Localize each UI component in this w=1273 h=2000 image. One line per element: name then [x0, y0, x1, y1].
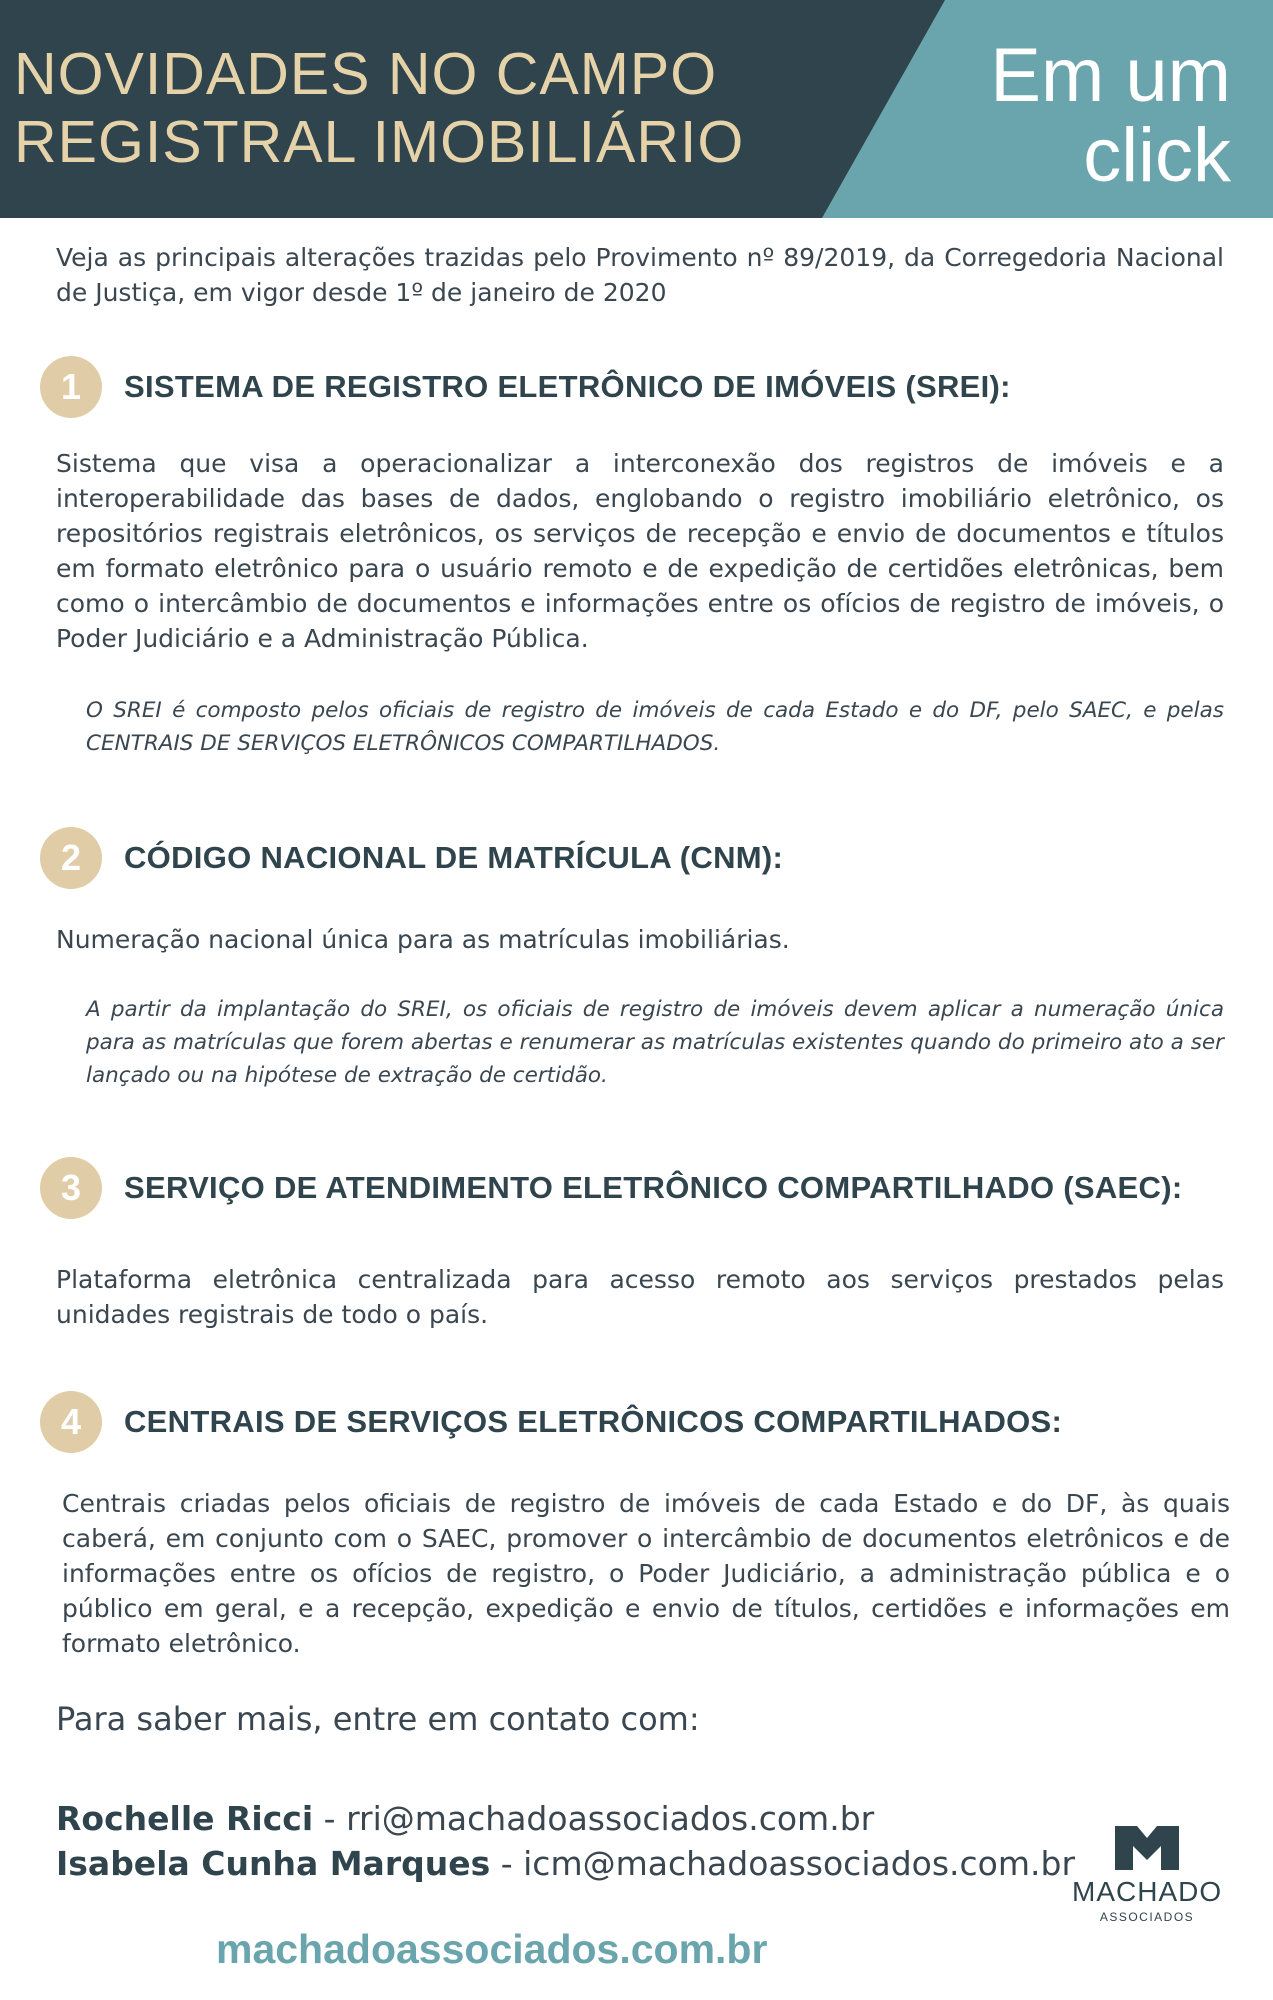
header-tagline-line-1: Em um [990, 33, 1231, 118]
logo-name-text: MACHADO [1072, 1876, 1223, 1907]
contact-email-link[interactable]: rri@machadoassociados.com.br [346, 1799, 875, 1838]
contact-item [56, 1796, 1075, 1841]
section-1-note: O SREI é composto pelos oficiais de registro de imóveis de cada Estado e do DF, pelo SAEC, e pelas CENTRAIS DE SERVIÇOS ELETRÔNICOS COMPARTILHADOS. [86, 698, 1224, 756]
section-1-body: Sistema que visa a operacionalizar a interconexão dos registros de imóveis e a interoperabilidade das bases de dados, englobando o registro imobiliário eletrônico, os repositórios registrais eletrônicos, os serviços de recepção e envio de documentos e títulos em formato eletrônico para o usuário remoto e de expedição de certidões eletrônicas, bem como o intercâmbio de documentos e informações entre os ofícios de registro de imóveis, o Poder Judiciário e a Administração Pública. [56, 449, 1224, 653]
logo-m-icon [1115, 1826, 1179, 1870]
contact-separator: - [490, 1844, 524, 1883]
section-title: CENTRAIS DE SERVIÇOS ELETRÔNICOS COMPARTILHADOS: [124, 1404, 1063, 1439]
section-title: CÓDIGO NACIONAL DE MATRÍCULA (CNM): [124, 840, 784, 875]
header-tagline [990, 33, 1231, 198]
header-tagline-line-2: click [1083, 113, 1231, 198]
page-title-line-1: NOVIDADES NO CAMPO [14, 41, 718, 107]
page-title-line-2: REGISTRAL IMOBILIÁRIO [14, 109, 745, 175]
machado-associados-logo [1072, 1826, 1222, 1924]
section-2-heading [40, 826, 1220, 890]
section-title: SISTEMA DE REGISTRO ELETRÔNICO DE IMÓVEIS (SREI): [124, 369, 1011, 404]
intro-text: Veja as principais alterações trazidas pelo Provimento nº 89/2019, da Corregedoria Nacional de Justiça, em vigor desde 1º de janeiro de 2020 [56, 243, 1224, 307]
section-title: SERVIÇO DE ATENDIMENTO ELETRÔNICO COMPARTILHADO (SAEC): [124, 1170, 1183, 1205]
section-3-heading [40, 1156, 1220, 1220]
contact-name: Isabela Cunha Marques [56, 1844, 491, 1883]
website-link[interactable]: machadoassociados.com.br [216, 1926, 768, 1972]
section-4-heading [40, 1390, 1220, 1454]
logo-sub-text: ASSOCIADOS [1099, 1910, 1195, 1924]
page-title [14, 40, 744, 176]
contact-separator: - [313, 1799, 347, 1838]
section-number-badge: 3 [40, 1157, 102, 1219]
contact-item [56, 1841, 1075, 1886]
section-number-badge: 1 [40, 356, 102, 418]
section-number-badge: 4 [40, 1391, 102, 1453]
header-banner [0, 0, 1273, 218]
section-number-badge: 2 [40, 827, 102, 889]
contact-email-link[interactable]: icm@machadoassociados.com.br [523, 1844, 1076, 1883]
section-2-note: A partir da implantação do SREI, os oficiais de registro de imóveis devem aplicar a numeração única para as matrículas que forem abertas e renumerar as matrículas existentes quando do primeiro ato a ser lançado ou na hipótese de extração de certidão. [86, 997, 1224, 1088]
section-3-body: Plataforma eletrônica centralizada para acesso remoto aos serviços prestados pelas unidades registrais de todo o país. [56, 1265, 1224, 1329]
contact-name: Rochelle Ricci [56, 1799, 314, 1838]
contact-list [56, 1796, 1075, 1886]
section-4-body: Centrais criadas pelos oficiais de registro de imóveis de cada Estado e do DF, às quais caberá, em conjunto com o SAEC, promover o intercâmbio de documentos eletrônicos e de informações entre os ofícios de registro, o Poder Judiciário, a administração pública e o público em geral, e a recepção, expedição e envio de títulos, certidões e informações em formato eletrônico. [62, 1489, 1230, 1658]
section-2-body: Numeração nacional única para as matrículas imobiliárias. [56, 925, 790, 954]
contact-lead-text: Para saber mais, entre em contato com: [56, 1700, 700, 1738]
section-1-heading [40, 355, 1220, 419]
